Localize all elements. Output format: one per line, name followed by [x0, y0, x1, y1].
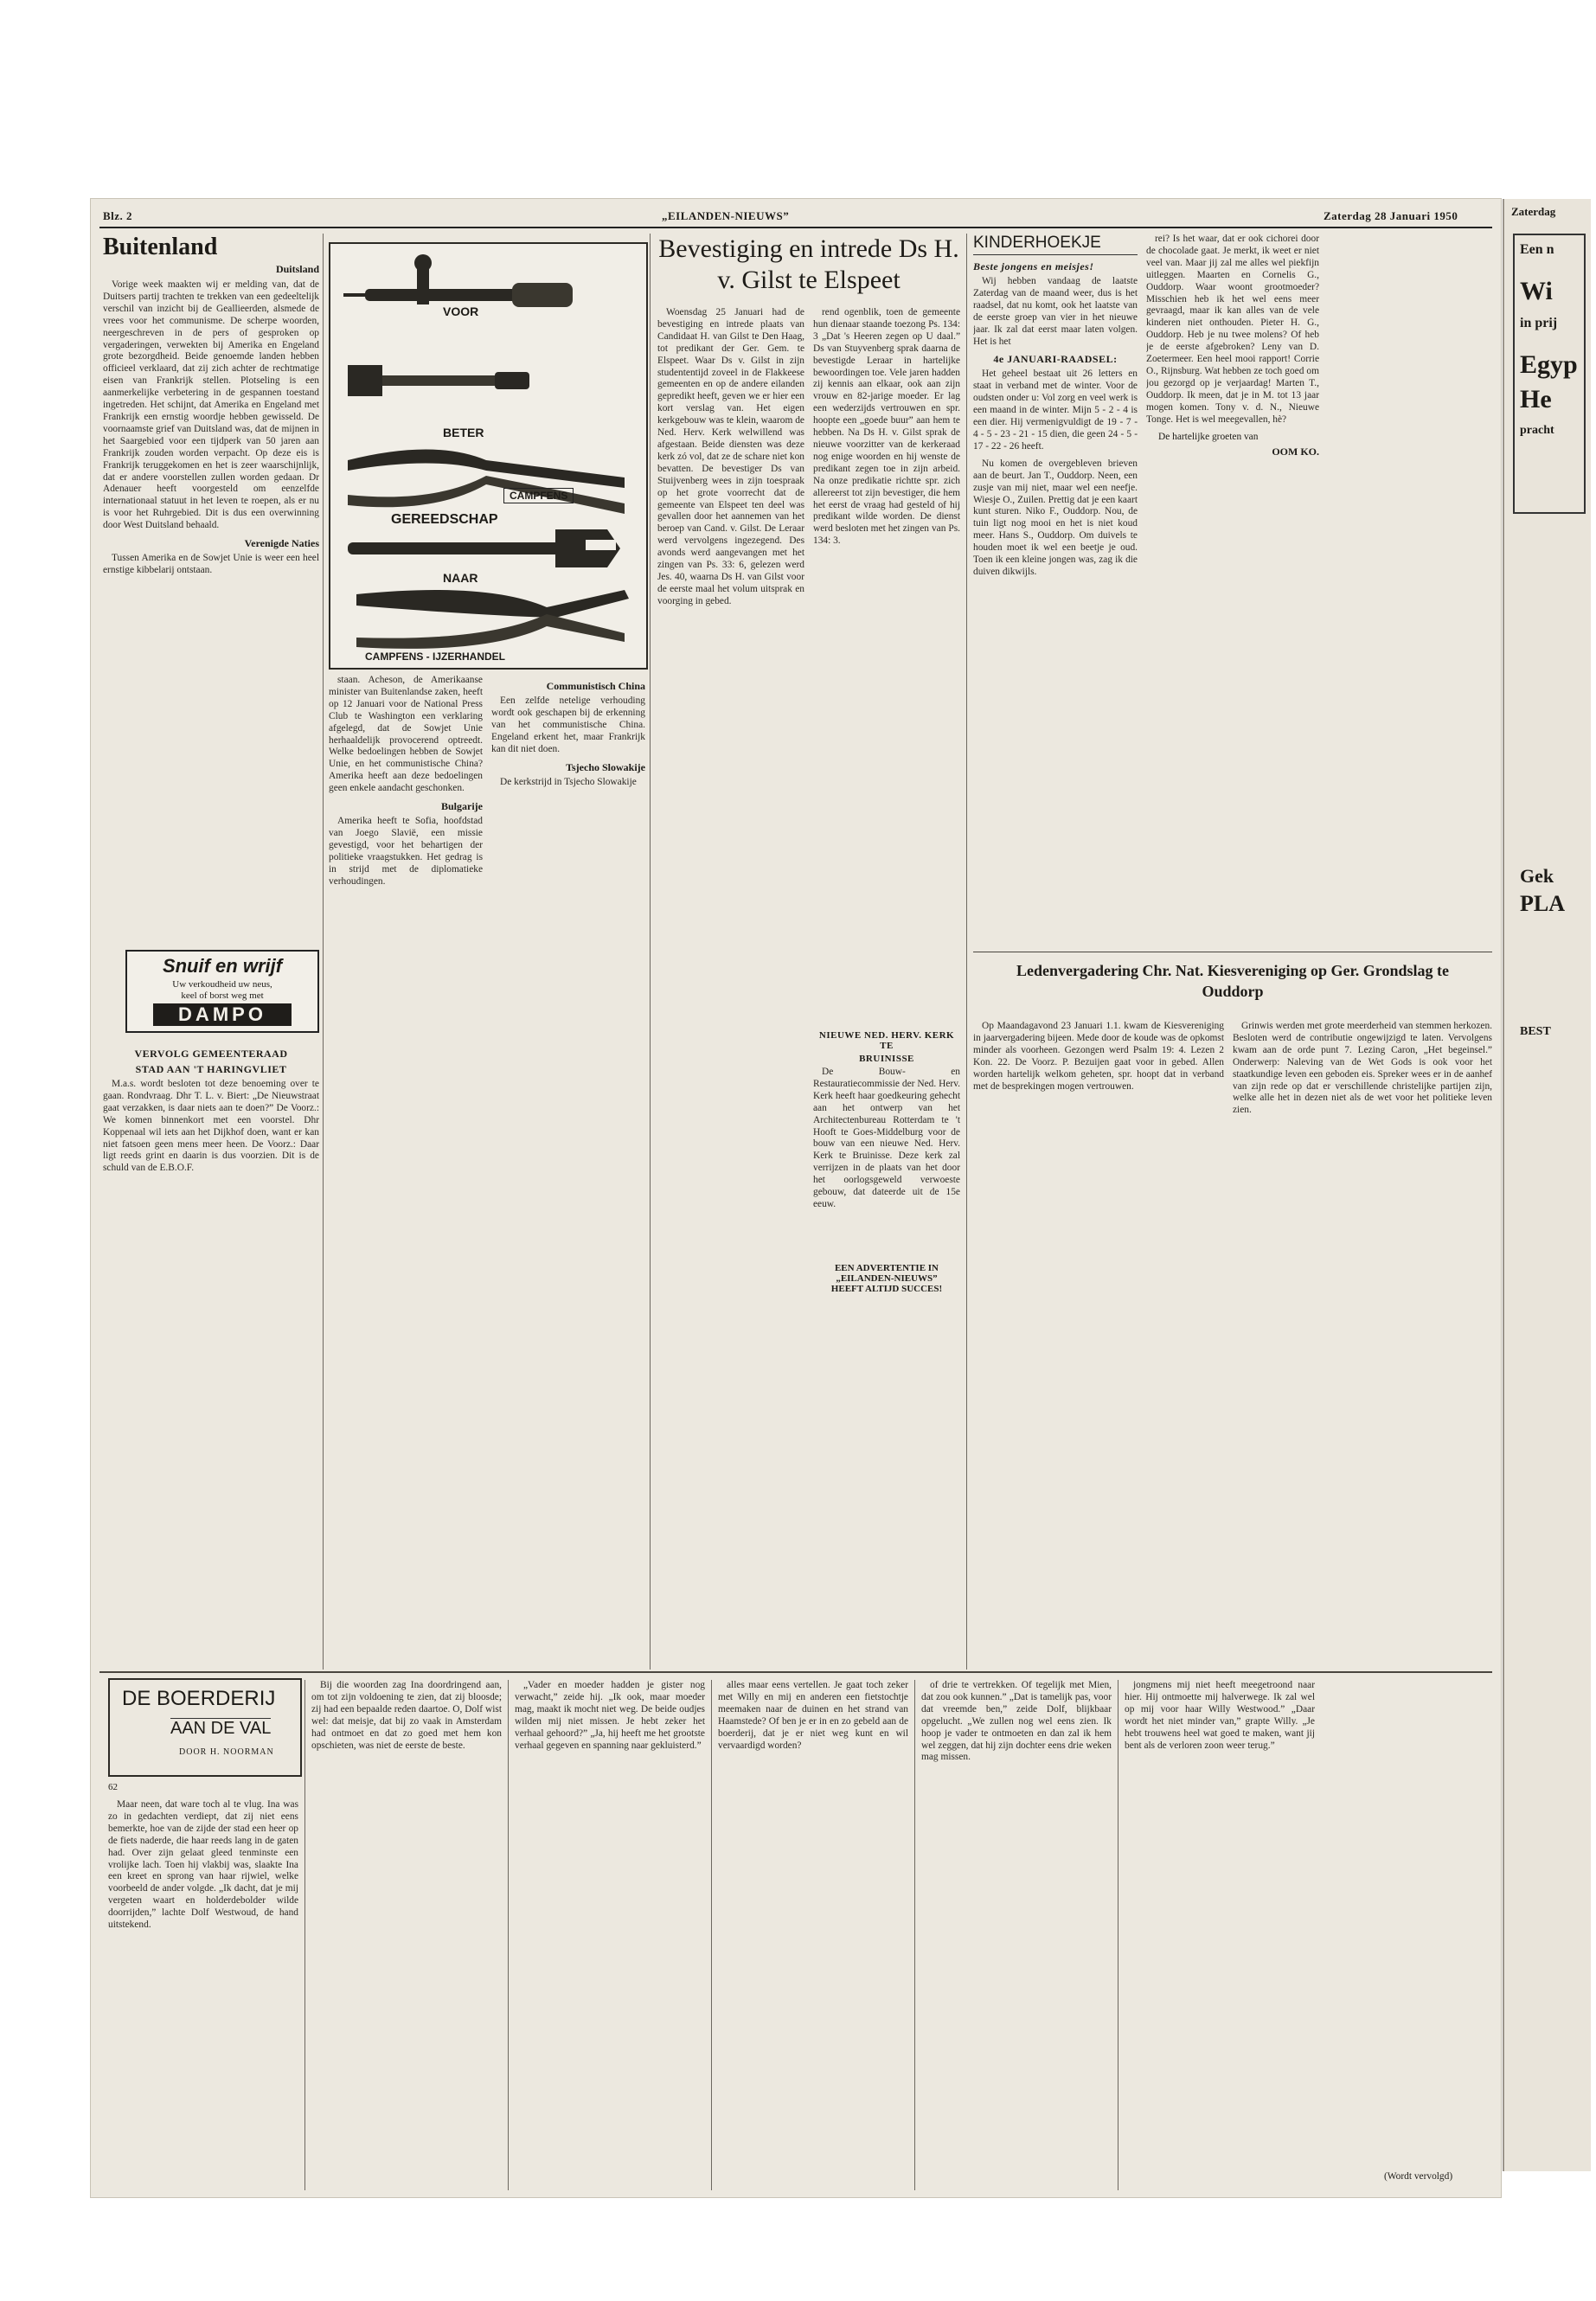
bevestiging-column-1: [657, 307, 804, 1670]
gemeenteraad-title-2: STAD AAN 'T HARINGVLIET: [135, 1063, 287, 1075]
adjacent-page-date: Zaterdag: [1511, 205, 1556, 218]
ad-brand-campfens: CAMPFENS: [503, 488, 574, 503]
article-verenigde-naties: Tussen Amerika en de Sowjet Unie is weer een heel ernstige kibbelarij ontstaan.: [103, 553, 319, 575]
boerderij-text-2: Bij die woorden zag Ina doordringend aan, om tot zijn voldoening te zien, dat zij bloosde; zij had een bepaalde reden daartoe. O, Dolf wist wel: dat meisje, dat bij zo vaak in Amsterdam had ontmoet en dat zo goed met hem kon opschieten, was niet de eerste de beste.: [311, 1680, 502, 1751]
hand-drill-icon: [343, 254, 573, 307]
boerderij-title-2: AAN DE VAL: [170, 1719, 272, 1738]
subhead-tsjecho-slowakije: Tsjecho Slowakije: [566, 760, 645, 773]
ledenvergadering-headline-box: [990, 960, 1475, 1012]
boerderij-continued: (Wordt vervolgd): [1384, 2171, 1453, 2182]
gemeenteraad-text: M.a.s. wordt besloten tot deze benoeming over te gaan. Rondvraag. Dhr T. L. v. Biert: „De Nieuwstraat gaat verzakken, is daar niets aan te doen?” De Voorz.: We komen binnenkort met een voorstel. Dhr Koppenaal wil iets aan het Dijkhof doen, want er kan niet fatsoen geen mens meer heen. De Voorz.: Daar ligt reeds grint en daarin is dus voorzien. Dit is de schuld van de E.B.O.F.: [103, 1079, 319, 1174]
bevestiging-text: Woensdag 25 Januari had de bevestiging en intrede plaats van Candidaat H. van Gilst te Den Haag, tot predikant der Ger. Gem. te Elspeet. Waar Ds v. Gilst in zijn studententijd zoveel in de Flakkeese gemeenten en op de andere eilanden gepredikt heeft, geven we er hier een kort verslag van. Het eigen kerkgebouw was te klein, waarom de Ned. Herv. Kerk welwillend was afgestaan. Beide diensten was deze kerk zó vol, dat ze de schare niet kon bevatten. De bevestiger Ds van Stuijvenberg wees in zijn toespraak op het grote voorrecht dat de gemeente van Elspeet ten deel was gevallen door het aannemen van het beroep van Cand. v. Gilst. De Leraar werd vervolgens ingezegend. Des avonds werd aangevangen met het zingen van Ps. 33: 6, gelezen werd Jes. 40, waarna Ds H. van Gilst voor de eerste maal het volum uitsprak en voorging in gebed.: [657, 307, 804, 606]
newspaper-page: [91, 199, 1501, 2197]
column-divider: [650, 234, 651, 1670]
ad-word-naar: NAAR: [443, 571, 478, 585]
kinderhoekje-intro: Wij hebben vandaag de laatste Zaterdag van de maand weer, dus is het raadsel, dat nu komt, ook het laatste van de eerste groep van vier in het nieuwe jaar. Ik zal dat eerst maar laten volgen. Het is het: [973, 276, 1138, 347]
boerderij-column-1: [108, 1799, 298, 2189]
adjacent-fragment: Gek: [1520, 865, 1554, 887]
bevestiging-text-2: rend ogenblik, toen de gemeente hun dienaar staande toezong Ps. 134: 3 „Dat 's Heeren zegen op U daal.” Ds van Stuyvenberg sprak daarna de bevestigde Leraar in hartelijke bewoordingen toe. Vele jaren hadden zij kennis aan elkaar, ook aan zijn vrouw en 82-jarige moeder. Er lag een wederzijds vertrouwen en spr. hoopte een „goede buur” aan hem te hebben. Na Ds H. v. Gilst sprak de nieuwe voorzitter van de kerkeraad nog enige woorden en hij wenste de predikant zegen toe in zijn arbeid. Na onze predikatie richtte spr. zich allereerst tot zijn bevestiger, die hem het eerst de vraag had gesteld of hij predikant wilde worden. De dienst werd besloten met het zingen van Ps. 134: 3.: [813, 307, 960, 547]
boerderij-column-6: [1125, 1680, 1315, 2164]
bruinisse-text: De Bouw- en Restauratiecommissie der Ned. Herv. Kerk heeft haar goedkeuring gehecht aan het ontwerp van het Architectenbureau Rotterdam te 't Hooft te Goes-Middelburg voor de bouw van een nieuwe Ned. Herv. Kerk te Bruinisse. Deze kerk zal verrijzen in de plaats van het door het oorlogsgeweld verwoeste gebouw, dat dateerde uit de 15e eeuw.: [813, 1067, 960, 1209]
column-divider: [966, 234, 967, 1670]
bevestiging-title: Bevestiging en intrede Ds H. v. Gilst te Elspeet: [658, 234, 959, 294]
boerderij-text-1: Maar neen, dat ware toch al te vlug. Ina was zo in gedachten verdiept, dat zij niet eens bemerkte, hoe van de zijde der stad een heer op de fiets naderde, die haar reeds lang in de gaten had. Over zijn gelaat gleed tenminste een vrolijke lach. Toen hij vlakbij was, slaakte Ina een kreet en sprong van haar rijwiel, welke voorbeeld de ander volgde. „Ik dacht, dat je mij vergeten waart en holderdebolder wilde doorrijden,” lachte Dolf Westwoud, de hand uitstekend.: [108, 1799, 298, 1931]
advert-line-3: HEEFT ALTIJD SUCCES!: [830, 1284, 943, 1294]
buitenland-column: [103, 234, 319, 943]
gemeenteraad-column: [103, 1042, 319, 1587]
masthead-title: „EILANDEN-NIEUWS”: [662, 209, 790, 222]
subhead-bulgarije: Bulgarije: [441, 800, 483, 813]
dampo-line-3: keel of borst weg met: [181, 990, 264, 1001]
column-divider: [711, 1680, 712, 2190]
acheson-text: staan. Acheson, de Amerikaanse minister van Buitenlandse zaken, heeft op 12 Januari voor de National Press Club te Washington een verklaring afgelegd, dat de Sowjet Unie herhaaldelijk provocerend optreedt. Welke bedoelingen hebben de Sowjet Unie, en het communistische China? Amerika heeft aan deze bedoelingen geen enkele aandacht geschonken.: [329, 675, 483, 794]
section-title-buitenland: Buitenland: [103, 234, 218, 260]
boerderij-column-5: [921, 1680, 1112, 2190]
serial-rule: [99, 1671, 1492, 1673]
boerderij-column-3: [515, 1680, 705, 2190]
boerderij-text-3: „Vader en moeder hadden je gister nog verwacht,” zeide hij. „Ik ook, maar moeder mag, maakt ik mocht niet weg. De beide oudjes wilden mij niet missen. Je hebt zeker het verhaal gehoord?” „Ja, hij heeft me het grootste verhaal gegeven en spanning naar gekluisterd.”: [515, 1680, 705, 1751]
boerderij-column-2: [311, 1680, 502, 2190]
subhead-communistisch-china: Communistisch China: [546, 680, 645, 692]
boerderij-text-5: of drie te vertrekken. Of tegelijk met Mien, dat zou ook kunnen.” „Dat is tamelijk pas, voor dat vreemde ben,” zeide Dolf, blijkbaar opgelucht. „We zullen nog wel eens zien. Ik hoop je vader te ontmoeten en dan zal ik hem wel zeggen, dat hij zijn dochter eens drie weken mag missen.: [921, 1680, 1112, 1763]
pliers-icon: [348, 450, 625, 515]
tools-illustration: [330, 244, 646, 668]
campfens-advertisement: [329, 242, 648, 670]
bevestiging-headline-box: [657, 234, 960, 303]
header-date: Zaterdag 28 Januari 1950: [1324, 209, 1458, 222]
advertentie-notice: [813, 1263, 960, 1315]
wrench-icon: [348, 529, 620, 567]
kinderhoekje-column-1: [973, 234, 1138, 943]
page-number: Blz. 2: [103, 209, 133, 222]
boerderij-text-6: jongmens mij niet heeft meegetroond naar hier. Hij ontmoette mij halverwege. Ik zal wel op mij voor haar Willy Westwood.” „Daar wordt het niet minder van,” grapte Willy. „Je hebt trouwens heel wat goed te maken, want jij bent als de verloren zoon weer terug.”: [1125, 1680, 1315, 1751]
ledenvergadering-column-2: [1233, 1021, 1492, 1661]
bruinisse-article: [813, 1025, 960, 1250]
acheson-column-2: [491, 675, 645, 1670]
column-divider: [914, 1680, 915, 2190]
kinderhoekje-title: KINDERHOEKJE: [973, 234, 1138, 255]
bevestiging-column-2: [813, 307, 960, 973]
adjacent-page-fragment: [1503, 199, 1591, 2171]
dampo-advertisement: [125, 950, 319, 1033]
kinderhoekje-letters-2: rei? Is het waar, dat er ook cichorei door de chocolade gaat. Je merkt, ik weet er niet veel van. Maar jij zal me alles wel piekfijn uitleggen. Maarten en Cornelis G., Ouddorp. Waar woont grootmoeder? Misschien heb ik het wel eens meer gevraagd, maar ik kan alles van de vele kinderen niet onthouden. Pieter H. G., Ouddorp. Heb je nu twee molens? Of heb je de eerste afgebroken? Leny van D. Zoetermeer. Een heel mooi rapport! Corrie O., Rijnsburg. Wat hebben ze toch goed om jou gezorgd op je verjaardag! Marten T., Ouddorp. Ik meen, dat je in M. tot 13 jaar mogen komen. Tony v. d. N., Nieuwe Tonge. Het is wel meegevallen, hè?: [1146, 234, 1319, 425]
kinderhoekje-sign-2: OOM KO.: [1272, 445, 1319, 458]
kinderhoekje-puzzle: Het geheel bestaat uit 26 letters en staat in verband met de winter. Voor de oudsten onder u: Vol zorg en veel werk is een maand in de winter. Mijn 5 - 2 - 4 is een dier. Hij vermenigvuldigt de 19 - 7 - 4 - 5 - 23 - 21 - 15 dien, die geen 24 - 5 - 17 - 22 - 26 heeft.: [973, 369, 1138, 452]
adjacent-fragment: Egyp: [1520, 350, 1578, 379]
boerderij-column-4: [718, 1680, 908, 2190]
column-divider: [323, 234, 324, 1670]
kinderhoekje-puzzle-title: 4e JANUARI-RAADSEL:: [993, 353, 1118, 366]
ledenvergadering-text: Op Maandagavond 23 Januari 1.1. kwam de Kiesvereniging in jaarvergadering bijeen. Mede door de koude was de opkomst minder als voorheen. Gezongen werd Psalm 19: 4. Lezen 2 Kon. 22. De Voorz. P. Bezuijen gaat voor in gebed. Allen worden hartelijk welkom geheten, spr. hoopt dat in verband met de besprekingen mogen vertrouwen.: [973, 1021, 1224, 1092]
subhead-duitsland: Duitsland: [275, 263, 319, 275]
bulgarije-text: Amerika heeft te Sofia, hoofdstad van Joego Slavië, een missie gevestigd, voor het behartigen der politieke vraagstukken. Het gedrag is in strijd met de diplomatieke verhoudingen.: [329, 816, 483, 887]
ledenvergadering-column-1: [973, 1021, 1224, 1661]
ad-word-voor: VOOR: [443, 304, 479, 318]
adjacent-fragment: PLA: [1520, 891, 1565, 916]
kinderhoekje-letters: Nu komen de overgebleven brieven aan de beurt. Jan T., Ouddorp. Neen, een zusje van mij niet, maar wel een neefje. Wiesje O., Zuilen. Prettig dat je een kaart kunt sturen. Niko F., Ouddorp. Nou, de tuin ligt nog mooi en het is niet koud meer. Hans S., Ouddorp. Om duivels te houden moet ik wel een beetje je oud. Toen ik een kleine jongen was, zag ik die duiven dikwijls.: [973, 458, 1138, 577]
dampo-headline: Snuif en wrijf: [162, 955, 283, 977]
boerderij-title-1: DE BOERDERIJ: [122, 1687, 276, 1710]
china-text: Een zelfde netelige verhouding wordt ook geschapen bij de erkenning van het communistische China. Engeland erkent het, maar Frankrijk kan dit niet doen.: [491, 695, 645, 754]
article-duitsland: Vorige week maakten wij er melding van, dat de Duitsers partij trachten te trekken van een gedeeltelijk verschil van inzicht bij de Geallieerden, alsmede de vrees voor het communisme. De scherpe woorden, neergeschreven in de pers of gesproken op vergaderingen, verwekten bij Amerika en Engeland grote bezorgdheid. Beide genoemde landen hebben officieel verklaard, dat zij zich achter de rechtmatige eisen van Frankrijk stellen. Plotseling is een aanmerkelijke verbetering in de gespannen toestand ingetreden. Het schijnt, dat Amerika en Engeland met Frankrijk een ernstig woordje hebben gewisseld. De voornaamste grief van Duitsland was, dat de mijnen in het Saargebied voor een tijdperk van 50 jaren aan Frankrijk zouden worden verpacht. Op deze eis is Frankrijk teruggekomen en het is zeer waarschijnlijk, dat er andere voorstellen zullen worden gedaan. Dr Adenauer heeft voorgesteld om eenzelfde internationaal statuut in het leven te roepen, als er nu is voor het Ruhrgebied. Dit is dus een overwinning door West Duitsland behaald.: [103, 279, 319, 531]
boerderij-author: DOOR H. NOORMAN: [179, 1747, 274, 1757]
boerderij-episode: 62: [108, 1782, 118, 1792]
bruinisse-title-1: NIEUWE NED. HERV. KERK TE: [818, 1030, 955, 1051]
kinderhoekje-greeting: Beste jongens en meisjes!: [973, 260, 1094, 272]
kinderhoekje-sign-1: De hartelijke groeten van: [1158, 431, 1259, 442]
boerderij-text-4: alles maar eens vertellen. Je gaat toch zeker met Willy en mij en anderen een fietstochtje meemaken naar de duinen en het strand van Haamstede? Of ben je er in en zo gebeld aan de boerderij, dat je er niet weg kunt en wil vervaardigd worden?: [718, 1680, 908, 1751]
gemeenteraad-title-1: VERVOLG GEMEENTERAAD: [134, 1048, 288, 1060]
adjacent-fragment: Een n: [1520, 242, 1554, 257]
advert-line-2: „EILANDEN-NIEUWS”: [836, 1273, 938, 1284]
hammer-icon: [348, 365, 529, 396]
adjacent-fragment: Wi: [1520, 277, 1553, 305]
ad-word-beter: BETER: [443, 426, 484, 439]
column-divider: [508, 1680, 509, 2190]
dampo-brand: DAMPO: [153, 1003, 292, 1026]
acheson-column-1: [329, 675, 483, 1670]
ad-word-gereedschap: GEREEDSCHAP: [391, 512, 498, 527]
kinderhoekje-column-2: [1146, 234, 1319, 943]
boerderij-title-box: [108, 1678, 302, 1777]
header-rule: [99, 227, 1492, 228]
adjacent-fragment: pracht: [1520, 424, 1554, 437]
ledenvergadering-text-2: Grinwis werden met grote meerderheid van stemmen herkozen. Besloten werd de contributie ongewijzigd te laten. Vervolgens kwam aan de orde punt 7. Lezing Caron, „Het begeinsel.” Onderwerp: Naleving van de Wet Gods is ook voor het staatkundige leven een geboden eis. Spreker wees er in de aanhef van zijn rede op dat er verschillende christelijke partijen zijn, welke alle het in dezen niet als de wet voor het politieke leven zien.: [1233, 1021, 1492, 1116]
pruning-shears-icon: [356, 590, 629, 649]
adjacent-fragment: in prij: [1520, 316, 1558, 330]
column-divider: [304, 1680, 305, 2190]
advert-line-1: EEN ADVERTENTIE IN: [834, 1263, 939, 1273]
bruinisse-title-2: BRUINISSE: [859, 1054, 914, 1064]
adjacent-fragment: He: [1520, 385, 1552, 413]
ledenvergadering-title: Ledenvergadering Chr. Nat. Kiesvereniging op Ger. Grondslag te Ouddorp: [1016, 962, 1449, 1000]
adjacent-fragment: BEST: [1520, 1025, 1551, 1038]
subhead-verenigde-naties: Verenigde Naties: [244, 537, 319, 550]
dampo-line-2: Uw verkoudheid uw neus,: [172, 979, 272, 990]
tsjecho-text: De kerkstrijd in Tsjecho Slowakije: [500, 776, 637, 787]
ad-brand-campfens-ijzerhandel: CAMPFENS - IJZERHANDEL: [365, 651, 506, 663]
